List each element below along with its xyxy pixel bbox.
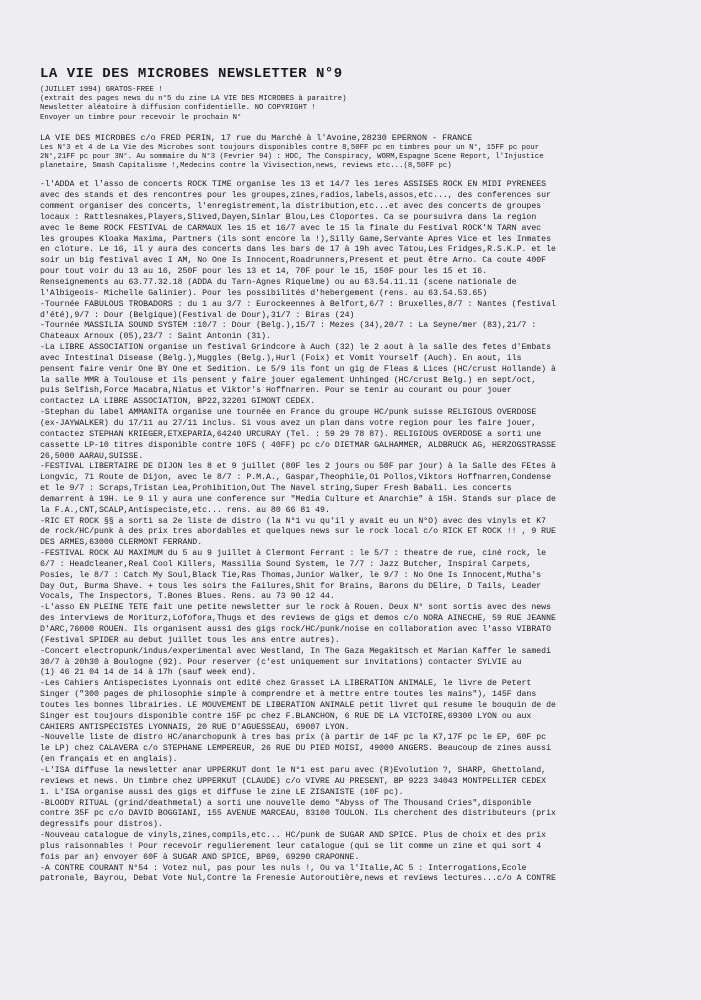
news-line: comment organiser des concerts, l'enregistrement,la distribution,etc...et avec des concerts de groupes — [40, 202, 542, 212]
news-line: plus raisonnables ! Pour recevoir regulierement leur catalogue (qui se lit comme un zine et qui sort 4 — [40, 841, 542, 851]
news-line: la F.A.,CNT,SCALP,Antispeciste,etc... rens. au 80 66 81 49. — [40, 505, 330, 515]
news-line: Longvic, 71 Route de Dijon, avec le 8/7 : P.M.A., Gaspar,Theophile,Oi Pollos,Viktors Hoffnarren,Condense — [40, 473, 551, 483]
news-line: -Concert electropunk/indus/experimental avec Westland, In The Gaza Megakitsch et Marian Kaffer le samedi — [40, 646, 551, 656]
news-body — [40, 180, 681, 885]
header-line: Newsletter aléatoire à diffusion confidentielle. NO COPYRIGHT ! — [40, 104, 316, 113]
header-line: Envoyer un timbre pour recevoir le prochain N° — [40, 113, 242, 122]
news-line: contactez LA LIBRE ASSOCIATION, BP22,32201 GIMONT CEDEX. — [40, 397, 316, 407]
news-line: le LP) chez CALAVERA c/o STEPHANE LEMPEREUR, 26 RUE DU PIED MOISI, 49000 ANGERS. Beaucoup de zines aussi — [40, 744, 551, 754]
news-line: -A CONTRE COURANT N°54 : Votez nul, pas pour les nuls !, Ou va l'Italie,AC 5 : Interrogations,Ecole — [40, 863, 527, 873]
news-line: -Stephan du label AMMANITA organise une tournée en France du groupe HC/punk suisse RELIGIOUS OVERDOSE — [40, 408, 537, 418]
news-line: cassette LP-10 titres disponible contre 10FS ( 40FF) pc c/o DIETMAR GALHAMMER, ALDBRUCK AG, HERZOGSTRASSE — [40, 440, 556, 450]
news-line: contactez STEPHAN KRIEGER,ETXEPARIA,64240 URCURAY (Tel. : 59 29 78 87). RELIGIOUS OVERDOSE a sorti une — [40, 429, 542, 439]
news-line: demarrent à 19H. Le 9 il y aura une conference sur "Media Culture et Anarchie" à 15H. Stands sur place de — [40, 494, 556, 504]
news-line: CAHIERS ANTISPECISTES LYONNAIS, 20 RUE D'AGUESSEAU, 69007 LYON. — [40, 722, 350, 732]
address-line: 2N°,21FF pc pour 3N°. Au sommaire du N°3 (Fevrier 94) : HDC, The Conspiracy, WORM,Espagne Scene Report, l'Injustice — [40, 153, 544, 162]
news-line: 6/7 : Headcleaner,Real Cool Killers, Massilia Sound System, le 7/7 : Jazz Butcher, Inspiral Carpets, — [40, 559, 532, 569]
news-line: -Nouveau catalogue de vinyls,zines,compils,etc... HC/punk de SUGAR AND SPICE. Plus de choix et des prix — [40, 831, 547, 841]
header-block — [40, 86, 681, 123]
news-line: -L'ISA diffuse la newsletter anar UPPERKUT dont le N°1 est paru avec (R)Evolution ?, SHARP, Ghettoland, — [40, 765, 547, 775]
news-line: reviews et news. Un timbre chez UPPERKUT (CLAUDE) c/o VIVRE AU PRESENT, BP 9223 34043 MONTPELLIER CEDEX — [40, 776, 547, 786]
news-line: -La LIBRE ASSOCIATION organise un festival Grindcore à Auch (32) le 2 aout à la salle des fetes d'Embats — [40, 343, 551, 353]
news-line: -Nouvelle liste de distro HC/anarchopunk à tres bas prix (à partir de 14F pc la K7,17F pc le EP, 60F pc — [40, 733, 547, 743]
news-line: Singer est toujours disponible contre 15F pc chez F.BLANCHON, 6 RUE DE LA VICTOIRE,69300 LYON ou aux — [40, 711, 532, 721]
news-line: soir un big festival avec I AM, No One Is Innocent,Roadrunners,Present et peut être Arno. Ca coute 400F — [40, 256, 547, 266]
news-line: DES ARMES,63000 CLERMONT FERRAND. — [40, 538, 203, 548]
news-line: -Tournée MASSILIA SOUND SYSTEM :10/7 : Dour (Belg.),15/7 : Mezes (34),20/7 : La Seyne/mer (83),21/7 : — [40, 321, 537, 331]
news-line: Chateaux Arnoux (05),23/7 : Saint Antonin (31). — [40, 332, 271, 342]
news-line: en cloture. Le 16, il y aura des concerts dans les bars de 17 à 19h avec Tatou,Les Fridges,R.S.K.P. et le — [40, 245, 556, 255]
news-line: d'été),9/7 : Dour (Belgique)(Festival de Dour),31/7 : Biras (24) — [40, 310, 355, 320]
news-line: des interviews de Moriturz,Lofofora,Thugs et des reviews de gigs et demos c/o NORA AINECHE, 59 RUE JEANNE — [40, 614, 556, 624]
news-line: locaux : Rattlesnakes,Players,Slived,Dayen,Sinlar Blou,Les Cloportes. Ca se poursuivra dans la region — [40, 212, 537, 222]
news-line: -FESTIVAL ROCK AU MAXIMUM du 5 au 9 juillet à Clermont Ferrant : le 5/7 : theatre de rue, ciné rock, le — [40, 549, 547, 559]
news-line: -Tournée FABULOUS TROBADORS : du 1 au 3/7 : Eurockeennes à Belfort,6/7 : Bruxelles,8/7 : Nantes (festival — [40, 299, 556, 309]
news-line: 26,5000 AARAU,SUISSE. — [40, 451, 144, 461]
news-line: degressifs pour distros). — [40, 820, 163, 830]
news-line: pour tout voir du 13 au 16, 250F pour les 13 et 14, 70F pour le 15, 150F pour les 15 et 16. — [40, 267, 488, 277]
news-line: contre 35F pc c/o DAVID BOGGIANI, 155 AVENUE MARCEAU, 83100 TOULON. ILs cherchent des distributeurs (prix — [40, 809, 556, 819]
news-line: toutes les bonnes librairies. LE MOUVEMENT DE LIBERATION ANIMALE petit livret qui resume le bouquin de de — [40, 700, 556, 710]
news-line: fois par an) envoyer 60F à SUGAR AND SPICE, BP69, 69290 CRAPONNE. — [40, 852, 360, 862]
address-line: LA VIE DES MICROBES c/o FRED PERIN, 17 rue du Marché à l'Avoine,28230 EPERNON - FRANCE — [40, 132, 473, 143]
news-line: -L'asso EN PLEINE TETE fait une petite newsletter sur le rock à Rouen. Deux N° sont sortis avec des news — [40, 603, 551, 613]
news-line: avec Intestinal Disease (Belg.),Muggles (Belg.),Hurl (Foix) et Vomit Yourself (Auch). En aout, ils — [40, 353, 522, 363]
news-line: la salle MMR à Toulouse et ils pensent y faire jouer egalement Unhinged (HC/crust Belg.) en sept/oct, — [40, 375, 537, 385]
news-line: pensent faire venir One BY One et Sedition. Le 5/9 ils font un gig de Fleas & Lices (HC/crust Hollande) à — [40, 364, 556, 374]
header-line: (extrait des pages news du n°5 du zine LA VIE DES MICROBES à paraitre) — [40, 95, 347, 104]
news-line: 1. L'ISA organise aussi des gigs et diffuse le zine LE ZISANISTE (10F pc). — [40, 787, 404, 797]
news-line: -l'ADDA et l'asso de concerts ROCK TIME organise les 13 et 14/7 les 1eres ASSISES ROCK EN MIDI PYRENEES — [40, 180, 547, 190]
news-line: -BLOODY RITUAL (grind/deathmetal) a sorti une nouvelle demo "Abyss of The Thousand Cries",disponible — [40, 798, 532, 808]
news-line: -RIC ET ROCK §§ a sorti sa 2e liste de distro (la N°1 vu qu'il y avait eu un N°O) avec des vinyls et K7 — [40, 516, 547, 526]
page-title: LA VIE DES MICROBES NEWSLETTER N°9 — [40, 66, 343, 82]
news-line: (Festival SPIDER au debut juillet tous les ans entre autres). — [40, 635, 340, 645]
news-line: -Les Cahiers Antispecistes Lyonnais ont edité chez Grasset LA LIBERATION ANIMALE, le livre de Petert — [40, 679, 532, 689]
news-line: avec des stands et des rencontres pour les groupes,zines,radios,labels,assos,etc..., des conferences sur — [40, 191, 551, 201]
address-line: planetaire, Smash Capitalisme !,Medecins contre la Vivisection,news, reviews etc...(8,50FF pc) — [40, 162, 452, 171]
news-line: Singer ("300 pages de philosophie simple à comprendre et à mettre entre toutes les mains"), 145F dans — [40, 690, 537, 700]
news-line: D'ARC,76000 ROUEN. Ils organisent aussi des gigs rock/HC/punk/noise en collaboration avec l'asso VIBRATO — [40, 625, 551, 635]
header-line: (JUILLET 1994) GRATOS-FREE ! — [40, 86, 163, 94]
news-line: Vocals, The Inspectors, T.Bones Blues. Rens. au 73 90 12 44. — [40, 592, 335, 602]
news-line: l'Albigeois- Michelle Galinier). Pour les possibilités d'hebergement (rens. au 63.54.53.65) — [40, 288, 488, 298]
news-line: patronale, Bayrou, Debat Vote Nul,Contre la Frenesie Autoroutière,news et reviews lectures...c/o A CONTRE — [40, 874, 556, 884]
address-block — [40, 133, 681, 172]
news-line: Renseignements au 63.77.32.18 (ADDA du Tarn-Agnes Riquelme) ou au 63.54.11.11 (scene nationale de — [40, 278, 517, 288]
address-line: Les N°3 et 4 de La Vie des Microbes sont toujours disponibles contre 8,50FF pc en timbres pour un N°, 15FF pc pour — [40, 143, 540, 152]
faded-stamp — [459, 967, 483, 991]
news-line: (1) 46 21 04 14 de 14 à 17h (sauf week end). — [40, 668, 257, 678]
news-line: avec le 8eme ROCK FESTIVAL de CARMAUX les 15 et 16/7 avec le 15 la finale du Festival ROCK'N TARN avec — [40, 223, 542, 233]
news-line: (ex-JAYWALKER) du 17/11 au 27/11 inclus. Si vous avez un plan dans votre region pour les faire jouer, — [40, 418, 537, 428]
news-line: 30/7 à 20h30 à Boulogne (92). Pour reserver (c'est uniquement sur invitations) contacter SYLVIE au — [40, 657, 522, 667]
news-line: Day Out, Burma Shave. + tous les soirs the Failures,Shit for Brains, Barons du DElire, D Tails, Leader — [40, 581, 542, 591]
news-line: Posies, le 8/7 : Catch My Soul,Black Tie,Ras Thomas,Junior Walker, le 9/7 : No One Is Innocent,Mutha's — [40, 570, 542, 580]
news-line: puis Selfish,Force Macabra,Niatus et Viktor's Hoffnarren. Pour se tenir au courant ou pour jouer — [40, 386, 512, 396]
news-line: -FESTIVAL LIBERTAIRE DE DIJON les 8 et 9 juillet (80F les 2 jours ou 50F par jour) à la Salle des FEtes à — [40, 462, 556, 472]
news-line: de rock/HC/punk à des prix tres abordables et quelques news sur le rock local c/o RICK ET ROCK !! , 9 RUE — [40, 527, 556, 537]
news-line: et le 9/7 : Scraps,Tristan Lea,Prohibition,Out The Navel string,Super Fresh Babali. Les concerts — [40, 484, 512, 494]
news-line: (en français et en anglais). — [40, 755, 178, 765]
news-line: les groupes Kloaka Maxima, Partners (ils sont encore la !),Silly Game,Servante Apres Vice et les Inmates — [40, 234, 551, 244]
